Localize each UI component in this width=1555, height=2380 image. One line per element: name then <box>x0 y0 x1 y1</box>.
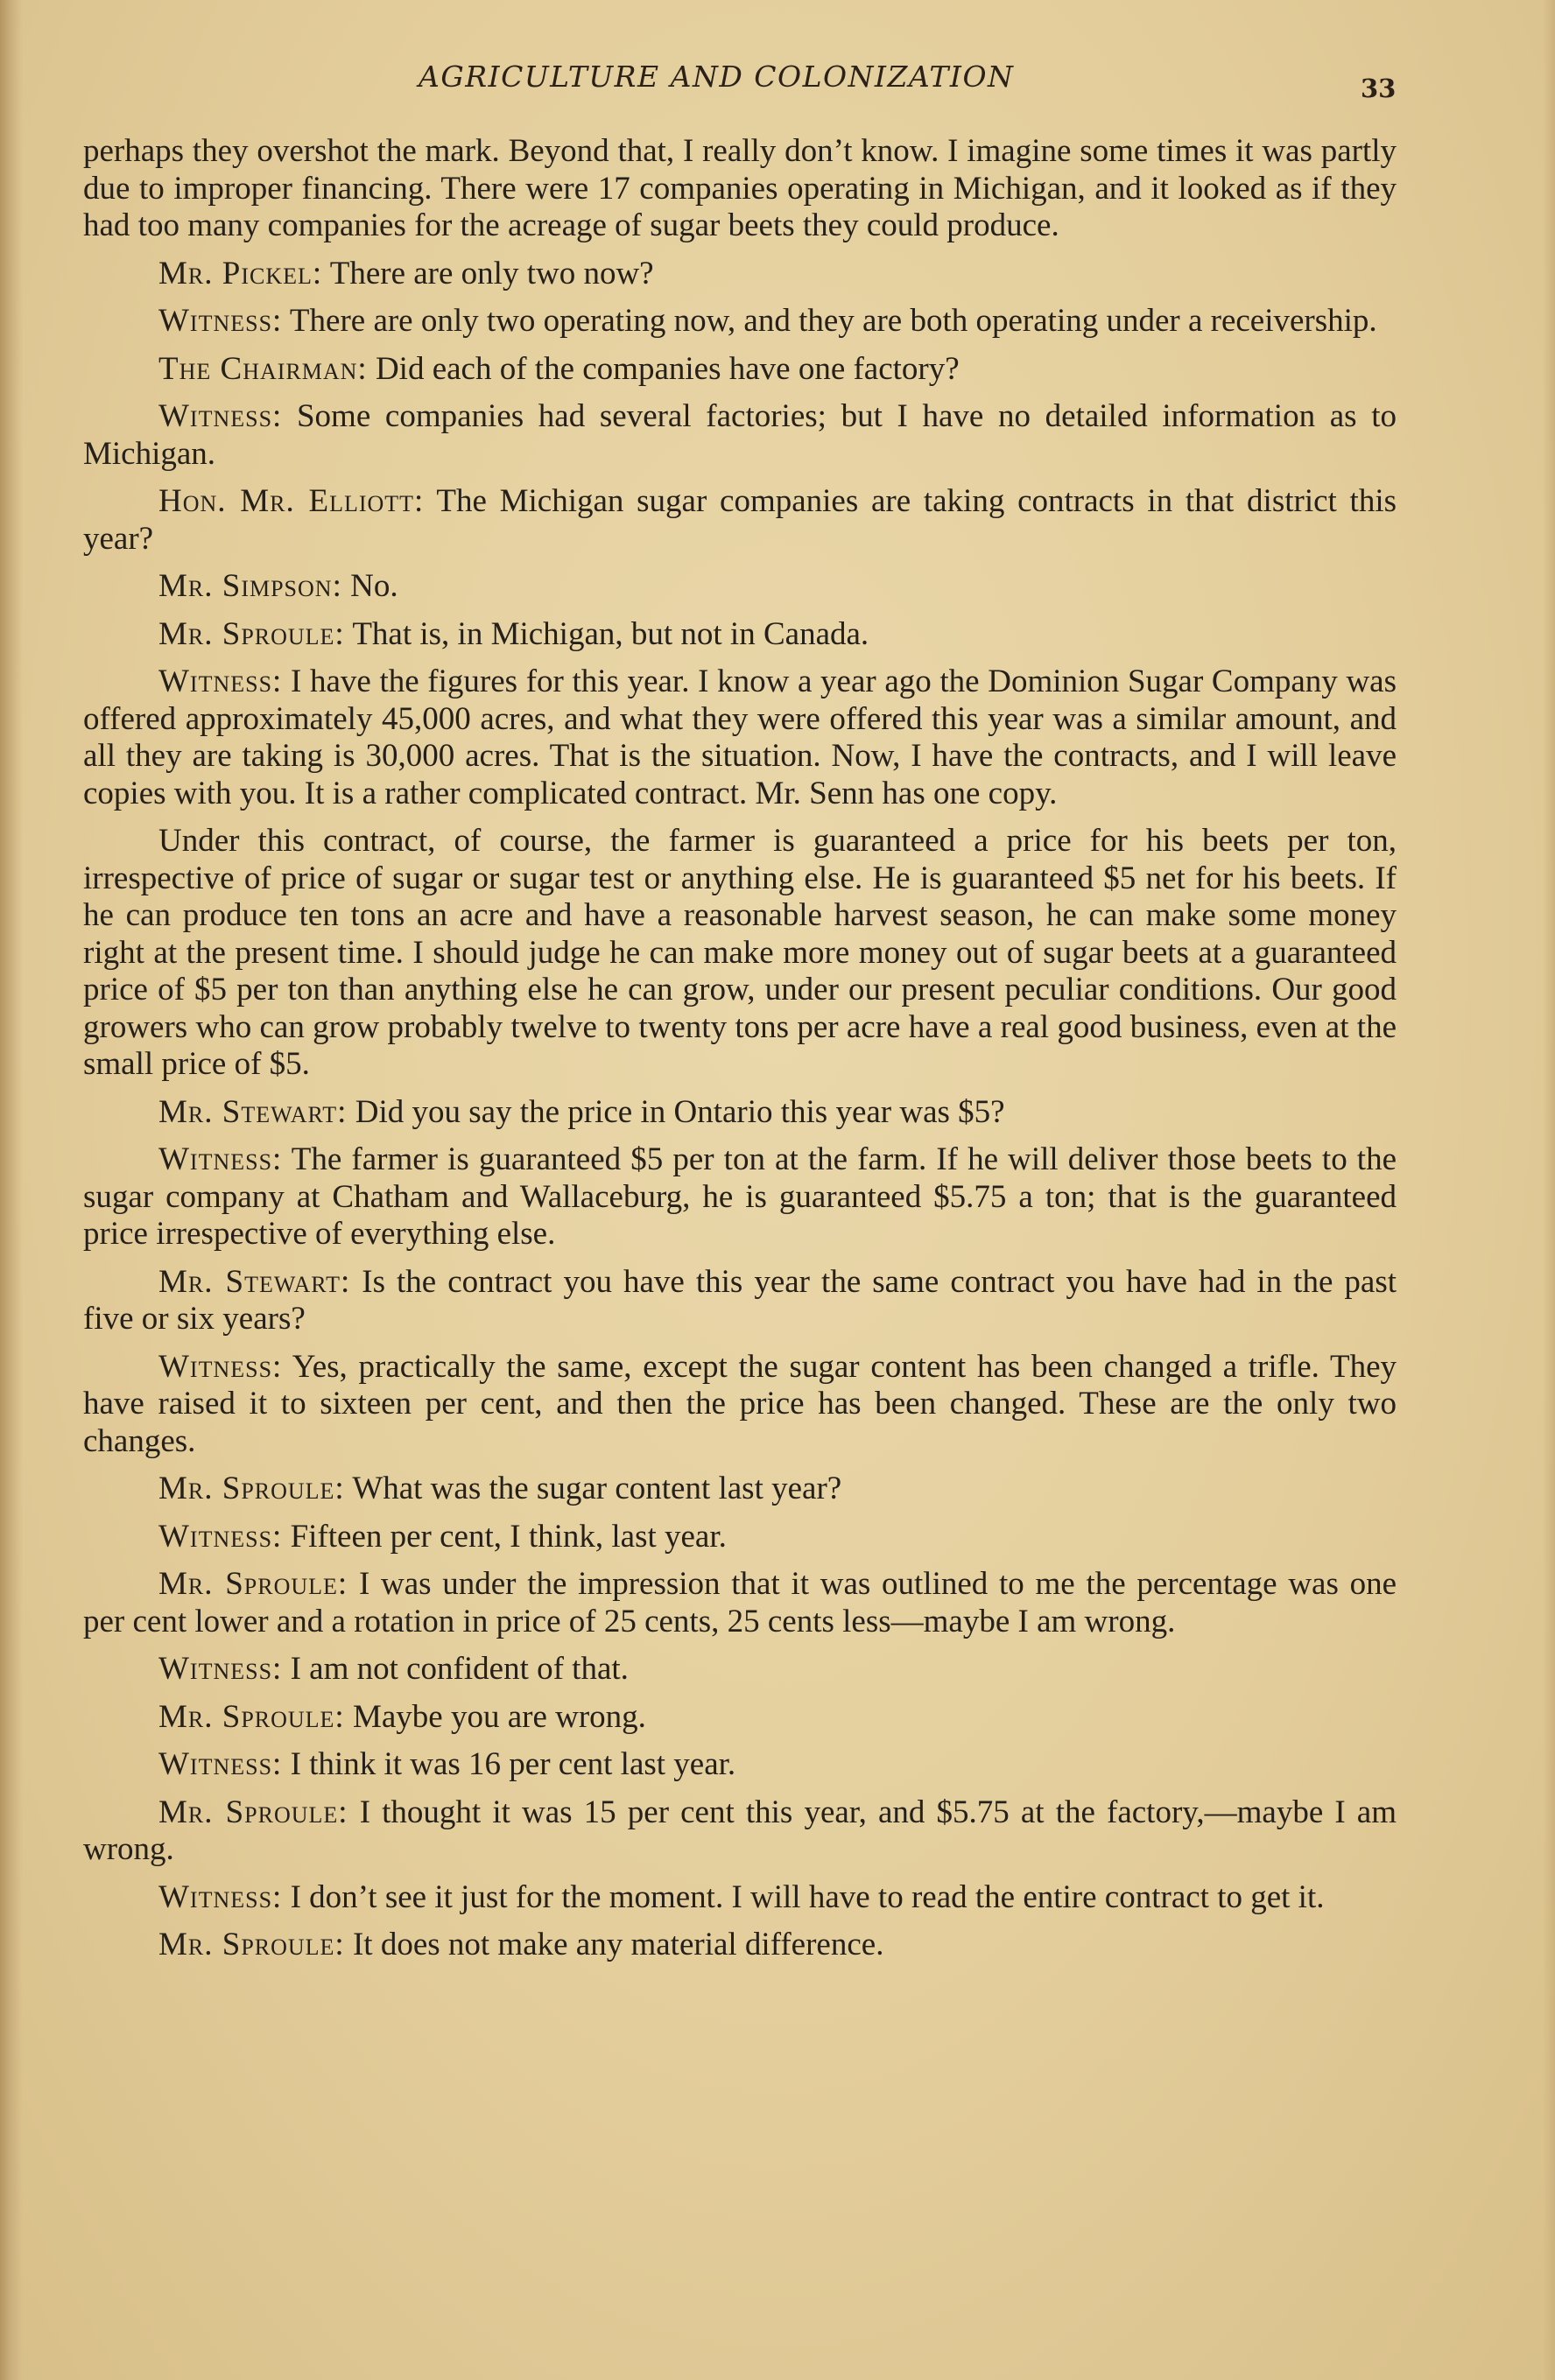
paragraph-text: That is, in Michigan, but not in Canada. <box>352 615 869 652</box>
speaker-label: Mr. Sproule: <box>158 1566 348 1602</box>
speaker-label: Mr. Pickel: <box>158 255 323 291</box>
running-title: AGRICULTURE AND COLONIZATION <box>419 60 1015 94</box>
paragraph <box>83 1471 1397 1508</box>
speaker-label: Mr. Simpson: <box>158 568 342 604</box>
page-right-edge <box>1543 0 1555 2380</box>
paragraph-text: I don’t see it just for the moment. I will have to read the entire contract to get it. <box>290 1878 1325 1915</box>
speaker-label: Mr. Sproule: <box>158 615 345 652</box>
paragraph-text: The Michigan sugar companies are taking contracts in that district this year? <box>83 483 1397 557</box>
paragraph <box>83 1519 1397 1556</box>
paragraph <box>83 133 1397 245</box>
paragraph-text: Did each of the companies have one factory? <box>375 350 960 387</box>
speaker-label: Mr. Sproule: <box>158 1794 348 1830</box>
speaker-label: Witness: <box>158 303 283 339</box>
paragraph-text: I was under the impression that it was outlined to me the percentage was one per cent lower and a rotation in price of 25 cents, 25 cents less—maybe I am wrong. <box>83 1566 1397 1639</box>
speaker-label: Witness: <box>158 663 283 699</box>
speaker-label: Witness: <box>158 398 283 434</box>
speaker-label: Hon. Mr. Elliott: <box>158 483 425 519</box>
paragraph <box>83 303 1397 341</box>
paragraph <box>83 616 1397 654</box>
speaker-label: Witness: <box>158 1651 283 1687</box>
speaker-label: Witness: <box>158 1141 283 1177</box>
paragraph <box>83 1349 1397 1461</box>
paragraph-text: I am not confident of that. <box>290 1651 629 1687</box>
paragraph <box>83 1094 1397 1132</box>
paragraph <box>83 1566 1397 1640</box>
paragraph <box>83 1141 1397 1253</box>
paragraph-text: There are only two now? <box>329 255 654 291</box>
paragraph <box>83 568 1397 606</box>
paragraph-text: The farmer is guaranteed $5 per ton at the farm. If he will deliver those beets to the sugar company at Chatham and Wallaceburg, he is guaranteed $5.75 a ton; that is the guaranteed price irrespective of everything else. <box>83 1141 1397 1252</box>
speaker-label: Mr. Sproule: <box>158 1471 345 1506</box>
paragraph-text: Did you say the price in Ontario this year was $5? <box>355 1093 1005 1130</box>
paragraph-text: No. <box>350 568 398 604</box>
paragraph-text: Some companies had several factories; but I have no detailed information as to Michigan. <box>83 398 1397 472</box>
paragraph <box>83 398 1397 473</box>
speaker-label: Mr. Sproule: <box>158 1698 345 1735</box>
paragraph-text: Under this contract, of course, the farmer is guaranteed a price for his beets per ton, irrespective of price of sugar or sugar test or anything else. He is guaranteed $5 net for his beets. If he can produce ten tons an acre and have a reasonable harvest season, he can make some money right at the present time. I should judge he can make more money out of sugar beets at a guaranteed price of $5 per ton than anything else he can grow, under our present peculiar conditions. Our good growers who can grow probably twelve to twenty tons per acre have a real good business, even at the small price of $5. <box>83 823 1397 1082</box>
speaker-label: Witness: <box>158 1518 283 1555</box>
speaker-label: The Chairman: <box>158 350 368 387</box>
paragraph <box>83 483 1397 558</box>
paragraph <box>83 663 1397 812</box>
page-number: 33 <box>1361 74 1397 103</box>
paragraph-text: Yes, practically the same, except the sugar content has been changed a trifle. They have raised it to sixteen per cent, and then the price has been changed. These are the only two changes. <box>83 1348 1397 1459</box>
paragraph <box>83 823 1397 1084</box>
paragraph <box>83 1794 1397 1869</box>
paragraph-text: Maybe you are wrong. <box>352 1698 646 1735</box>
speaker-label: Witness: <box>158 1348 283 1385</box>
paragraph-text: It does not make any material difference. <box>352 1927 884 1962</box>
paragraph-text: There are only two operating now, and they are both operating under a receivership. <box>289 303 1377 339</box>
paragraph <box>83 1699 1397 1737</box>
paragraph <box>83 1651 1397 1688</box>
paragraph-text: I thought it was 15 per cent this year, and $5.75 at the factory,—maybe I am wrong. <box>83 1794 1397 1867</box>
paragraph-text: Fifteen per cent, I think, last year. <box>290 1518 727 1555</box>
paragraph <box>83 256 1397 293</box>
paragraph <box>83 1879 1397 1917</box>
paragraph-text: I think it was 16 per cent last year. <box>290 1746 736 1782</box>
speaker-label: Mr. Sproule: <box>158 1927 345 1962</box>
paragraph <box>83 351 1397 389</box>
paragraph <box>83 1927 1397 1964</box>
page-binding-edge <box>0 0 23 2380</box>
running-head <box>0 60 1555 103</box>
paragraph <box>83 1746 1397 1784</box>
speaker-label: Witness: <box>158 1878 283 1915</box>
speaker-label: Mr. Stewart: <box>158 1263 351 1300</box>
paragraph-text: perhaps they overshot the mark. Beyond that, I really don’t know. I imagine some times it was partly due to improper financing. There were 17 companies operating in Michigan, and it looked as if they had too many companies for the acreage of sugar beets they could produce. <box>83 133 1397 243</box>
paragraph <box>83 1264 1397 1338</box>
paragraph-text: What was the sugar content last year? <box>352 1471 842 1506</box>
paragraph-text: Is the contract you have this year the same contract you have had in the past five or six years? <box>83 1263 1397 1337</box>
speaker-label: Witness: <box>158 1746 283 1782</box>
speaker-label: Mr. Stewart: <box>158 1093 348 1130</box>
paragraph-text: I have the figures for this year. I know a year ago the Dominion Sugar Company was offered approximately 45,000 acres, and what they were offered this year was a similar amount, and all they are taking is 30,000 acres. That is the situation. Now, I have the contracts, and I will leave copies with you. It is a rather complicated contract. Mr. Senn has one copy. <box>83 663 1397 811</box>
transcript-body <box>83 133 1397 1975</box>
